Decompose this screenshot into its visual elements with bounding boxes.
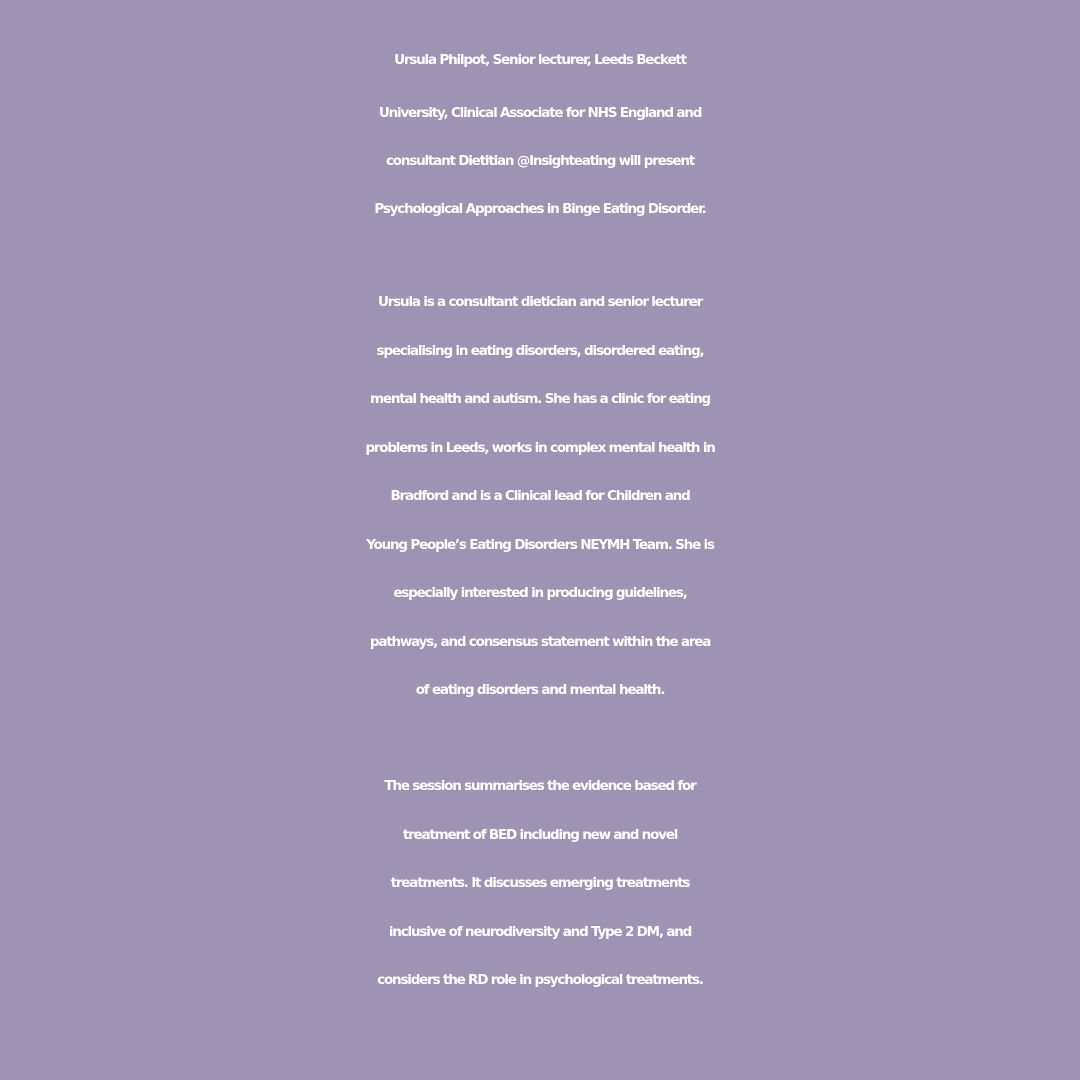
text-line: specialising in eating disorders, disordered eating, [376,343,704,359]
text-line: Ursula is a consultant dietician and senior lecturer [377,294,702,310]
text-line: consultant Dietitian @Insighteating will present [385,153,695,169]
text-line: Bradford and is a Clinical lead for Children and [390,488,690,504]
text-line: Ursula Philpot, Senior lecturer, Leeds Beckett [394,52,686,68]
text-line: treatment of BED including new and novel [402,827,678,843]
text-line: University, Clinical Associate for NHS England and [378,105,702,121]
text-line: treatments. It discusses emerging treatments [390,875,690,891]
text-line: considers the RD role in psychological treatments. [377,972,703,988]
text-line: inclusive of neurodiversity and Type 2 DM, and [388,924,692,940]
text-line: Young People’s Eating Disorders NEYMH Team. She is [366,537,714,553]
text-line: of eating disorders and mental health. [415,682,665,698]
text-line: Psychological Approaches in Binge Eating Disorder. [374,201,706,217]
text-line: especially interested in producing guidelines, [393,585,687,601]
text-line: The session summarises the evidence based for [384,778,696,794]
text-line: problems in Leeds, works in complex mental health in [365,440,715,456]
text-line: mental health and autism. She has a clinic for eating [370,391,710,407]
text-line: pathways, and consensus statement within the area [369,634,711,650]
